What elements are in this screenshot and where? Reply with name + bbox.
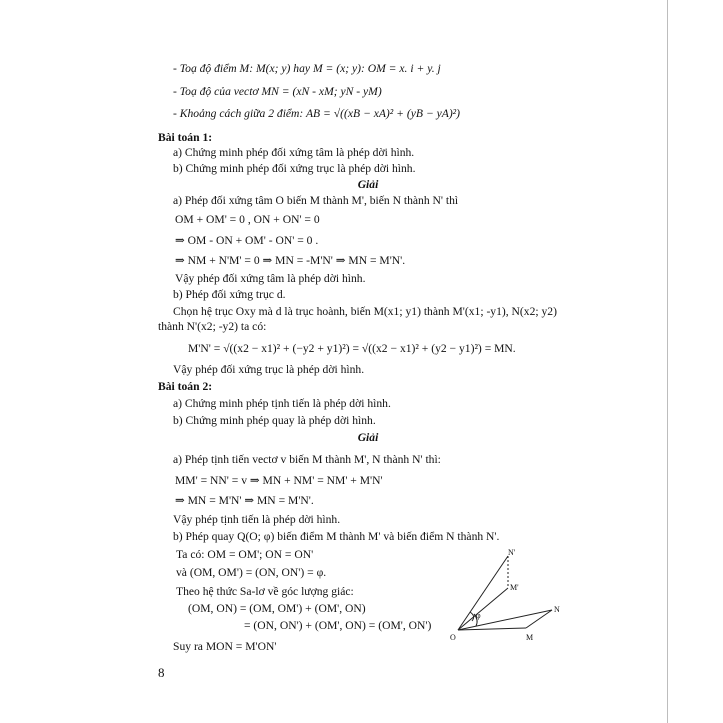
page-number: 8	[158, 665, 165, 680]
label-n: N	[554, 605, 560, 614]
label-n-prime: N'	[508, 548, 516, 557]
equation-line-30: (OM, ON) = (OM, OM') + (OM', ON)	[188, 602, 366, 615]
text-line-2: - Toạ độ của vectơ MN = (xN - xM; yN - yM)	[173, 85, 382, 98]
text-line-1: - Toạ độ điểm M: M(x; y) hay M = (x; y): OM = x. i + y. j	[173, 62, 441, 75]
segment-o-nprime	[458, 556, 508, 630]
text-line-29: Theo hệ thức Sa-lơ về góc lượng giác:	[176, 585, 354, 598]
text-line-25: Vậy phép tịnh tiến là phép dời hình.	[173, 513, 341, 526]
label-m-prime: M'	[510, 583, 519, 592]
text-line-19: a) Chứng minh phép tịnh tiến là phép dời hình.	[173, 397, 391, 410]
text-line-5: a) Chứng minh phép đối xứng tâm là phép dời hình.	[173, 146, 415, 159]
text-line-15: thành N'(x2; -y2) ta có:	[158, 320, 267, 333]
label-o: O	[450, 633, 456, 642]
text-line-8: a) Phép đối xứng tâm O biến M thành M', biến N thành N' thì	[173, 194, 459, 207]
problem-1-heading: Bài toán 1:	[158, 131, 213, 144]
text-line-26: b) Phép quay Q(O; φ) biến điểm M thành M' và biến điểm N thành N'.	[173, 530, 500, 543]
label-phi: φ	[476, 611, 481, 620]
rotation-figure	[446, 548, 576, 648]
text-line-6: b) Chứng minh phép đối xứng trục là phép dời hình.	[173, 162, 416, 175]
equation-line-16: M'N' = √((x2 − x1)² + (−y2 + y1)²) = √((x2 − x1)² + (y2 − y1)²) = MN.	[188, 342, 516, 355]
text-line-32: Suy ra MON = M'ON'	[173, 640, 277, 653]
text-line-20: b) Chứng minh phép quay là phép dời hình.	[173, 414, 376, 427]
text-line-3: - Khoảng cách giữa 2 điểm: AB = √((xB − xA)² + (yB − yA)²)	[173, 107, 461, 120]
label-m: M	[526, 633, 534, 642]
text-line-13: b) Phép đối xứng trục d.	[173, 288, 286, 301]
text-line-22: a) Phép tịnh tiến vectơ v biến M thành M', N thành N' thì:	[173, 453, 441, 466]
text-line-27: Ta có: OM = OM'; ON = ON'	[176, 548, 314, 561]
equation-line-31: = (ON, ON') + (OM', ON) = (OM', ON')	[244, 619, 432, 632]
solution-heading-2: Giải	[357, 431, 379, 444]
equation-line-24: ⇒ MN = M'N' ⇒ MN = M'N'.	[175, 494, 314, 507]
segment-o-mprime	[458, 588, 508, 630]
text-line-17: Vậy phép đối xứng trục là phép dời hình.	[173, 363, 365, 376]
text-line-28: và (OM, OM') = (ON, ON') = φ.	[176, 566, 327, 579]
text-line-14: Chọn hệ trục Oxy mà d là trục hoành, biến M(x1; y1) thành M'(x1; -y1), N(x2; y2)	[173, 305, 557, 318]
text-line-12: Vậy phép đối xứng tâm là phép dời hình.	[175, 272, 366, 285]
equation-line-23: MM' = NN' = v ⇒ MN + NM' = NM' + M'N'	[175, 474, 383, 487]
equation-line-11: ⇒ NM + N'M' = 0 ⇒ MN = -M'N' ⇒ MN = M'N'.	[175, 254, 406, 267]
equation-line-10: ⇒ OM - ON + OM' - ON' = 0 .	[175, 234, 319, 247]
problem-2-heading: Bài toán 2:	[158, 380, 213, 393]
solution-heading-1: Giải	[357, 178, 379, 191]
page-edge-divider	[667, 0, 668, 723]
equation-line-9: OM + OM' = 0 , ON + ON' = 0	[175, 213, 320, 226]
